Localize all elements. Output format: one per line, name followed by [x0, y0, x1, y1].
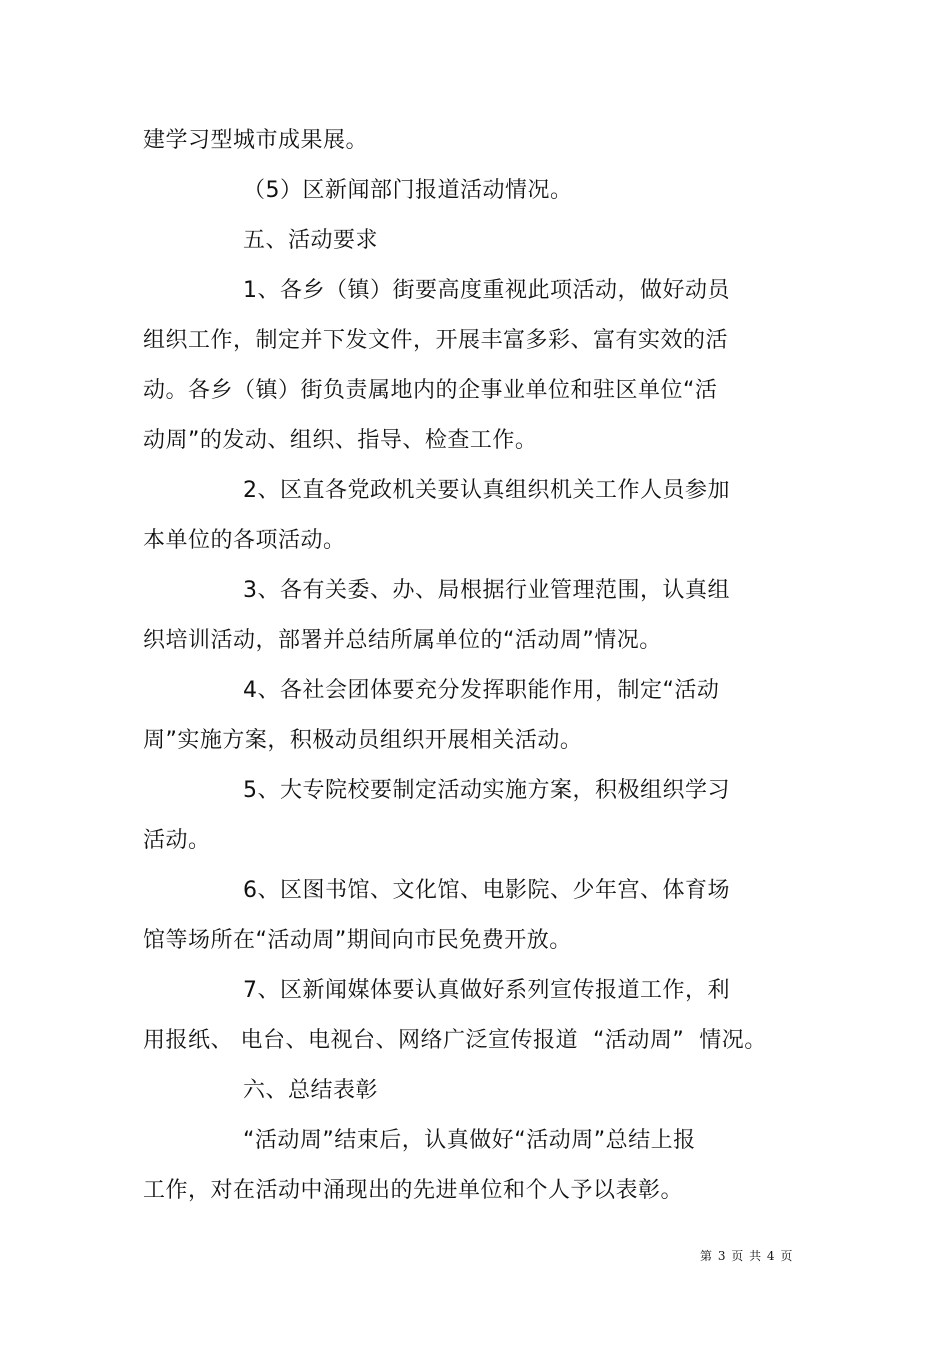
paragraph-line: （5）区新闻部门报道活动情况。 — [243, 178, 573, 203]
paragraph-line: 7、区新闻媒体要认真做好系列宣传报道工作，利 — [243, 978, 730, 1003]
paragraph-line: “活动周”结束后，认真做好“活动周”总结上报 — [243, 1128, 696, 1153]
paragraph-line: 组织工作，制定并下发文件，开展丰富多彩、富有实效的活 — [143, 328, 729, 353]
page-number-footer: 第 3 页 共 4 页 — [700, 1249, 794, 1263]
paragraph-line: 工作，对在活动中涌现出的先进单位和个人予以表彰。 — [143, 1178, 684, 1203]
paragraph-line: 织培训活动，部署并总结所属单位的“活动周”情况。 — [143, 628, 662, 653]
paragraph-line: 活动。 — [143, 828, 211, 853]
paragraph-line: 4、各社会团体要充分发挥职能作用，制定“活动 — [243, 678, 720, 703]
section-heading: 六、总结表彰 — [243, 1078, 379, 1103]
paragraph-line: 建学习型城市成果展。 — [143, 128, 369, 153]
paragraph-line: 动周”的发动、组织、指导、检查工作。 — [143, 428, 538, 453]
paragraph-line: 1、各乡（镇）街要高度重视此项活动，做好动员 — [243, 278, 730, 303]
paragraph-line: 2、区直各党政机关要认真组织机关工作人员参加 — [243, 478, 730, 503]
paragraph-line: 6、区图书馆、文化馆、电影院、少年宫、体育场 — [243, 878, 730, 903]
paragraph-line: 5、大专院校要制定活动实施方案，积极组织学习 — [243, 778, 730, 803]
paragraph-line: 3、各有关委、办、局根据行业管理范围，认真组 — [243, 578, 730, 603]
paragraph-line: 动。各乡（镇）街负责属地内的企事业单位和驻区单位“活 — [143, 378, 718, 403]
paragraph-line: 周”实施方案，积极动员组织开展相关活动。 — [143, 728, 583, 753]
paragraph-line: 用报纸、 电台、电视台、网络广泛宣传报道 “活动周” 情况。 — [143, 1028, 767, 1053]
section-heading: 五、活动要求 — [243, 228, 379, 253]
paragraph-line: 本单位的各项活动。 — [143, 528, 346, 553]
paragraph-line: 馆等场所在“活动周”期间向市民免费开放。 — [143, 928, 572, 953]
